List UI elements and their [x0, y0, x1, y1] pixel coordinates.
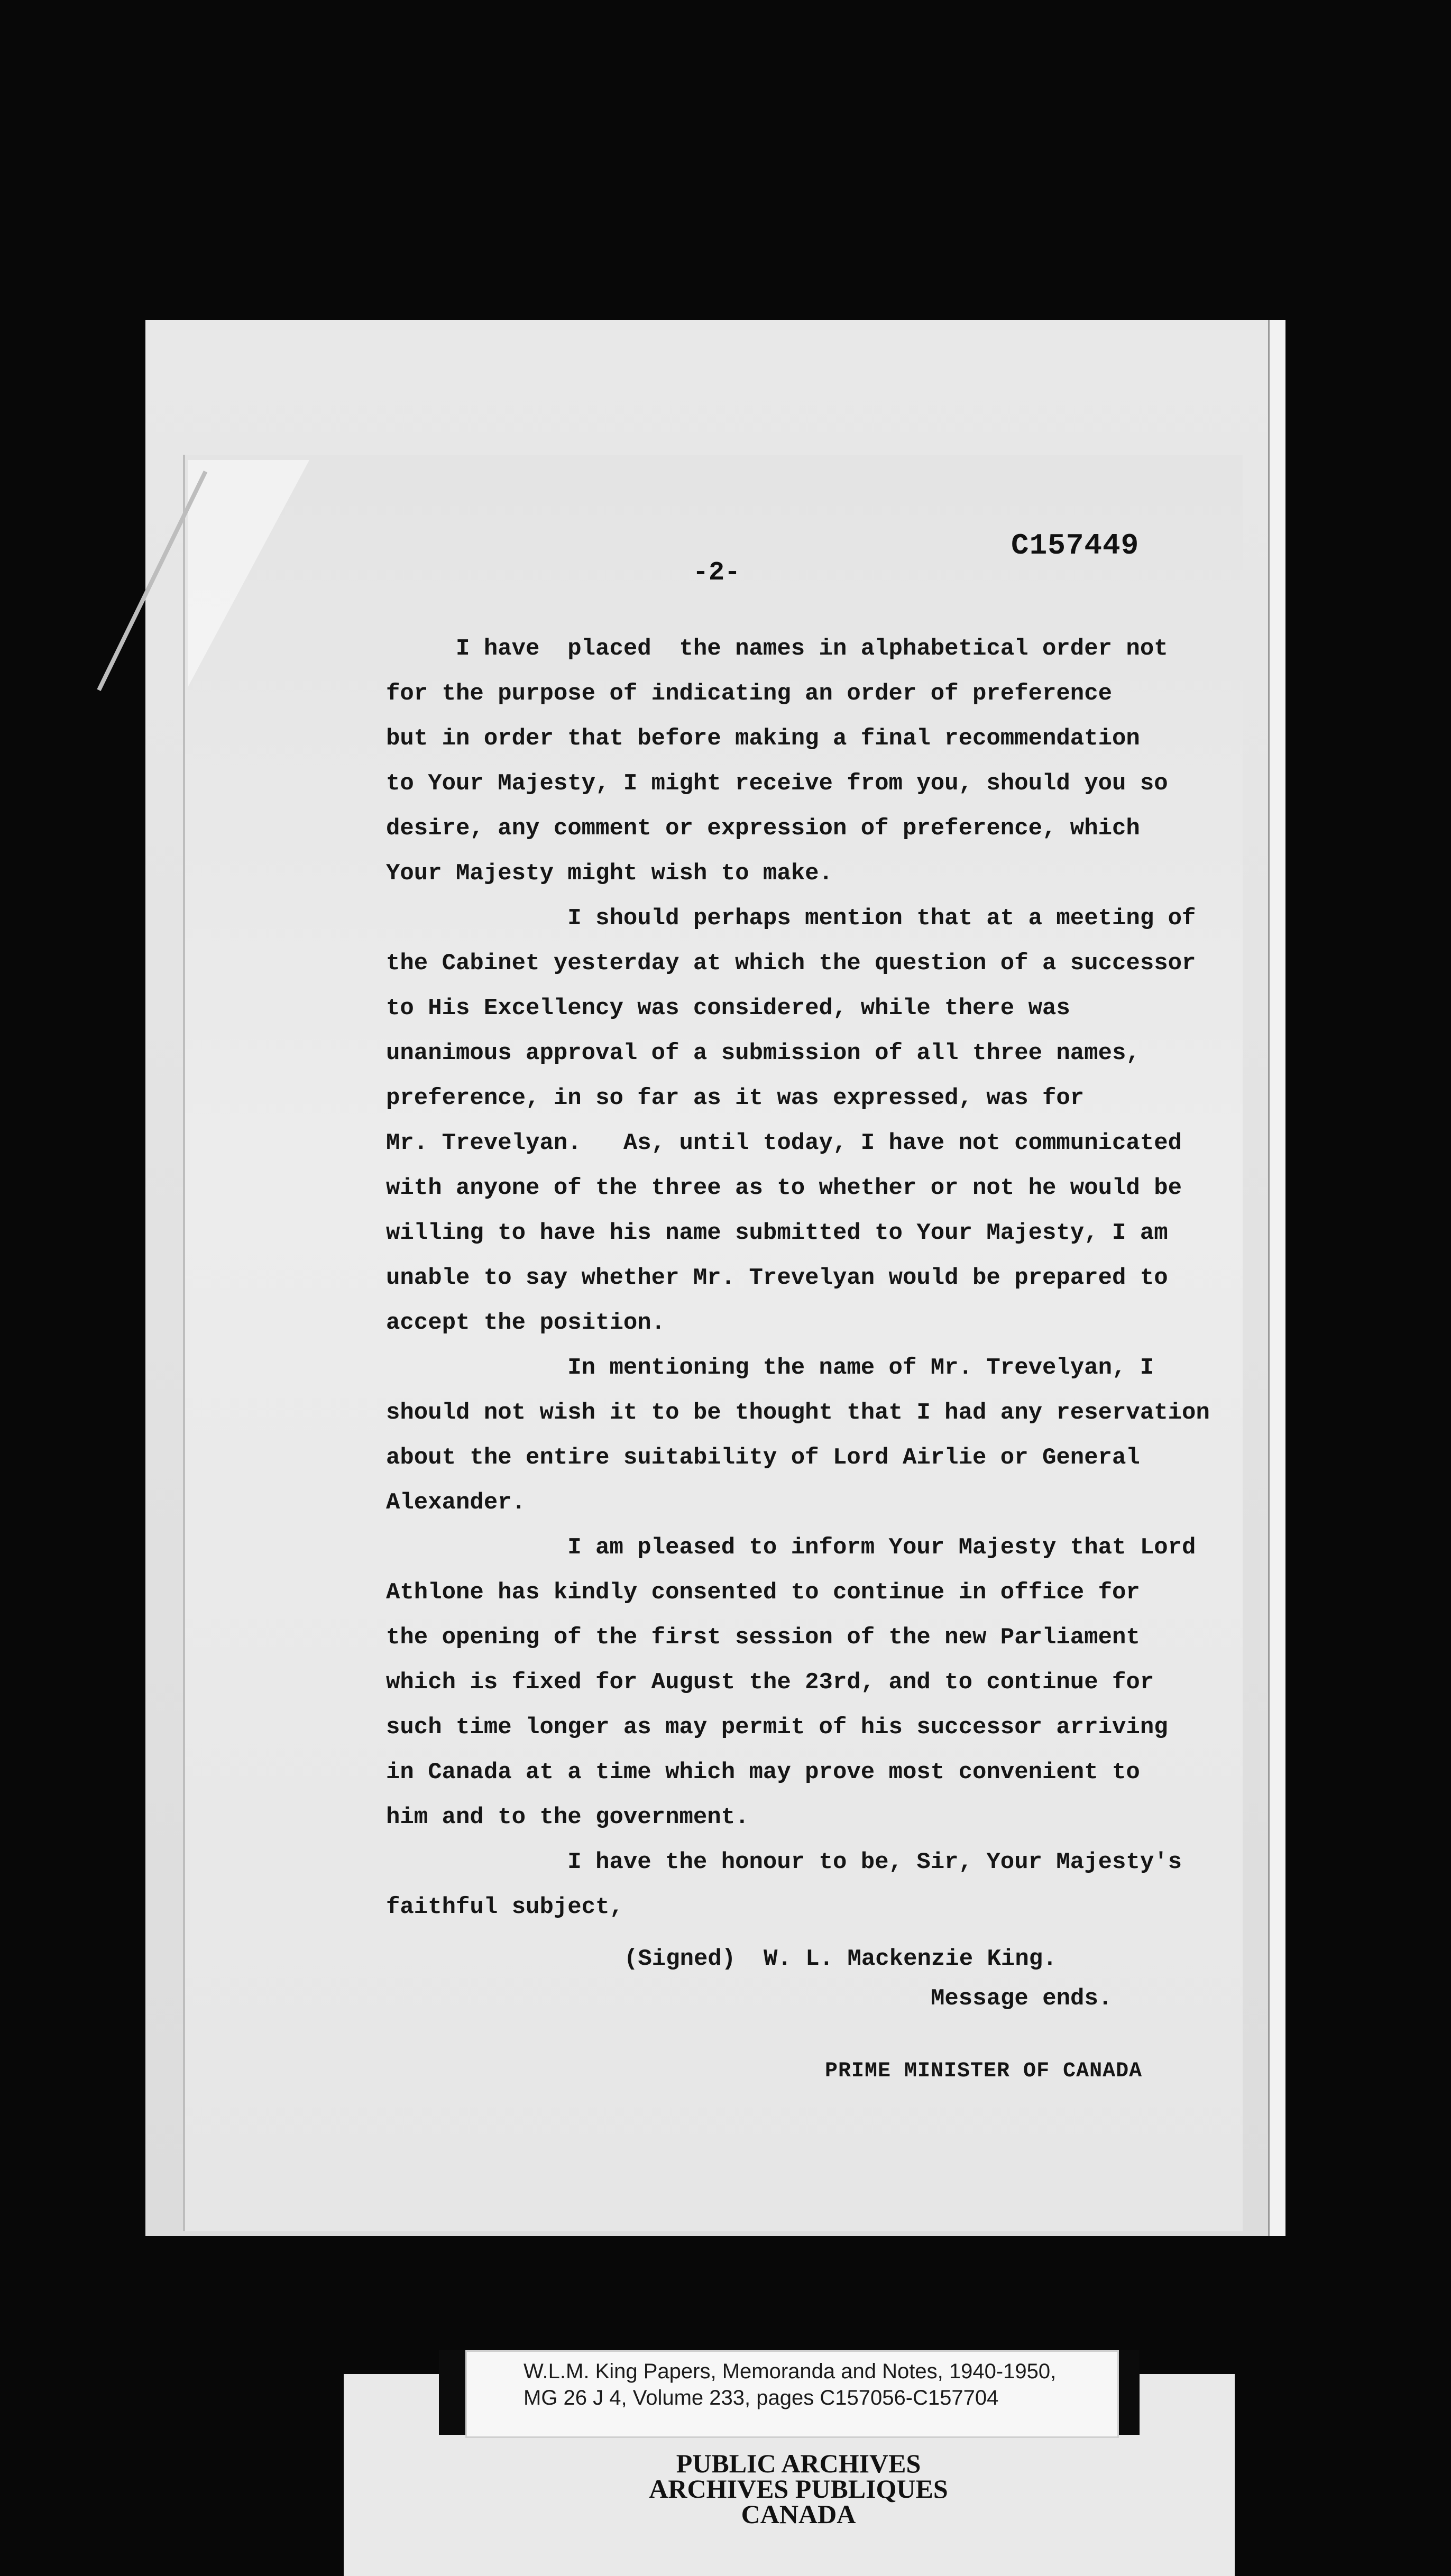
body-line: I have placed the names in alphabetical order not: [386, 636, 1168, 662]
archive-title-line: PUBLIC ARCHIVES: [676, 2449, 921, 2478]
body-line: preference, in so far as it was expressed, was for: [386, 1085, 1085, 1111]
body-line: for the purpose of indicating an order of preference: [386, 680, 1113, 707]
letter-body: [386, 627, 1211, 1930]
archive-title-line: ARCHIVES PUBLIQUES: [649, 2474, 948, 2504]
label-frame-left: [439, 2350, 465, 2435]
body-line: Athlone has kindly consented to continue in office for: [386, 1579, 1140, 1606]
body-line: should not wish it to be thought that I had any reservation: [386, 1400, 1210, 1426]
body-line: accept the position.: [386, 1310, 666, 1336]
body-line: Your Majesty might wish to make.: [386, 860, 833, 887]
archive-title: [476, 2451, 1121, 2527]
body-line: Mr. Trevelyan. As, until today, I have not communicated: [386, 1130, 1182, 1156]
back-sheet-edge: [1268, 320, 1285, 2236]
body-line: desire, any comment or expression of preference, which: [386, 815, 1140, 842]
body-line: with anyone of the three as to whether or not he would be: [386, 1175, 1182, 1201]
label-frame-right: [1116, 2350, 1140, 2435]
citation-line: MG 26 J 4, Volume 233, pages C157056-C157704: [524, 2386, 999, 2409]
folded-corner: [188, 460, 309, 687]
citation-line: W.L.M. King Papers, Memoranda and Notes, 1940-1950,: [524, 2360, 1057, 2383]
body-line: him and to the government.: [386, 1804, 749, 1830]
message-ends: Message ends.: [931, 1985, 1113, 2012]
body-line: in Canada at a time which may prove most convenient to: [386, 1759, 1140, 1786]
body-line: faithful subject,: [386, 1894, 623, 1920]
body-line: willing to have his name submitted to Your Majesty, I am: [386, 1220, 1168, 1246]
reference-number: C157449: [1011, 529, 1140, 563]
body-line: but in order that before making a final recommendation: [386, 725, 1140, 752]
body-line: to Your Majesty, I might receive from you, should you so: [386, 770, 1168, 797]
body-line: the opening of the first session of the new Parliament: [386, 1624, 1140, 1651]
body-line: I have the honour to be, Sir, Your Majesty's: [386, 1849, 1182, 1875]
body-line: Alexander.: [386, 1489, 526, 1516]
body-line: unable to say whether Mr. Trevelyan would be prepared to: [386, 1265, 1168, 1291]
page-number: -2-: [693, 558, 741, 588]
signature-block: PRIME MINISTER OF CANADA: [825, 2059, 1143, 2083]
citation-text: [524, 2358, 1105, 2411]
body-line: In mentioning the name of Mr. Trevelyan, I: [386, 1355, 1154, 1381]
signed-line: (Signed) W. L. Mackenzie King.: [624, 1946, 1057, 1972]
body-line: the Cabinet yesterday at which the question of a successor: [386, 950, 1196, 977]
body-line: such time longer as may permit of his successor arriving: [386, 1714, 1168, 1741]
body-line: which is fixed for August the 23rd, and to continue for: [386, 1669, 1154, 1696]
body-line: about the entire suitability of Lord Airlie or General: [386, 1445, 1140, 1471]
archive-title-line: CANADA: [741, 2499, 856, 2529]
body-line: unanimous approval of a submission of all three names,: [386, 1040, 1140, 1066]
body-line: I should perhaps mention that at a meeting of: [386, 905, 1196, 932]
body-line: to His Excellency was considered, while there was: [386, 995, 1070, 1022]
body-line: I am pleased to inform Your Majesty that Lord: [386, 1534, 1196, 1561]
